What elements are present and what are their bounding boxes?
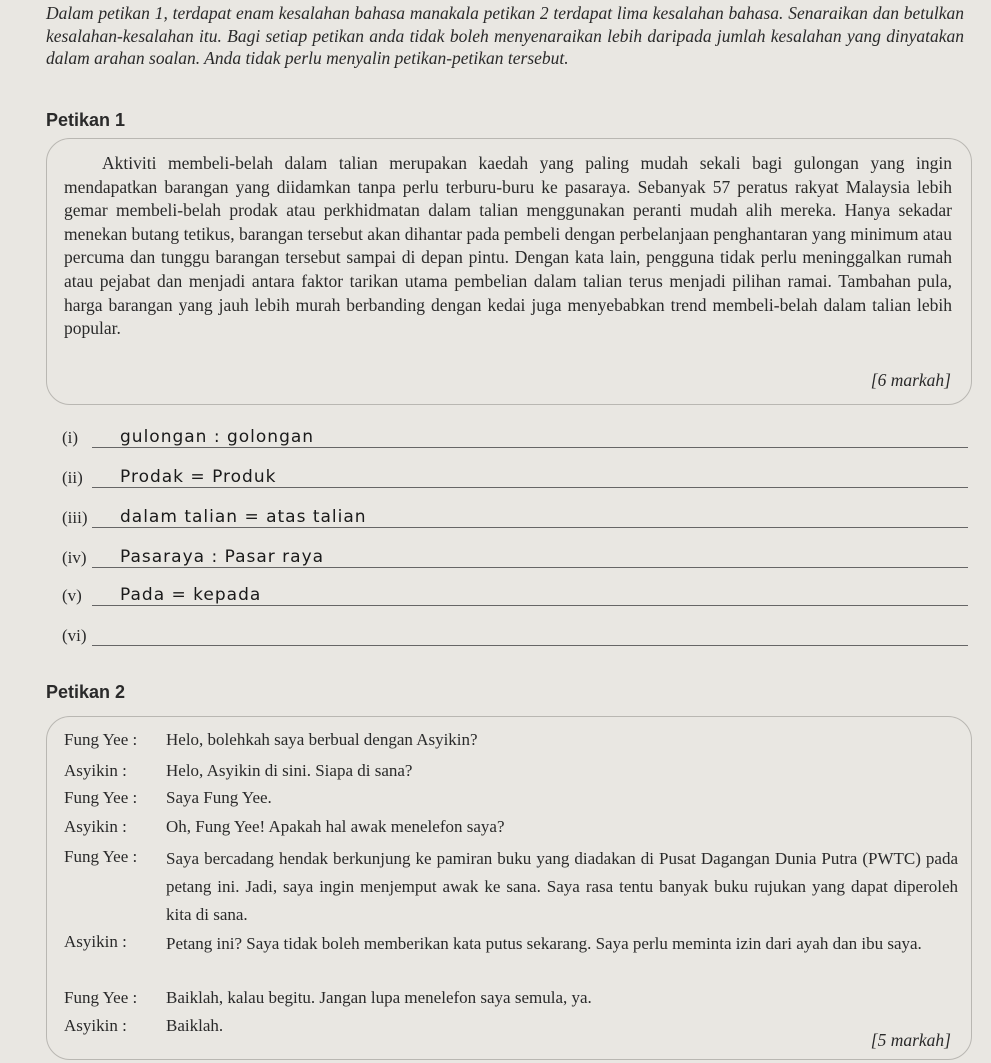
answer-line[interactable] bbox=[92, 567, 968, 568]
answer-number: (i) bbox=[62, 428, 79, 447]
speaker: Fung Yee : bbox=[64, 730, 138, 749]
dialogue-line bbox=[64, 1014, 958, 1038]
answer-row-2 bbox=[62, 464, 968, 490]
speaker: Asyikin : bbox=[64, 1016, 127, 1035]
speaker: Fung Yee : bbox=[64, 988, 138, 1007]
answer-text: Prodak = Produk bbox=[120, 467, 277, 487]
dialogue-line bbox=[64, 759, 958, 783]
passage2-heading: Petikan 2 bbox=[46, 682, 126, 702]
speaker: Fung Yee : bbox=[64, 847, 138, 866]
answer-number: (vi) bbox=[62, 626, 87, 645]
speaker: Asyikin : bbox=[64, 817, 127, 836]
dialogue-text: Saya bercadang hendak berkunjung ke pamiran buku yang diadakan di Pusat Dagangan Dunia Putra (PWTC) pada petang ini. Jadi, saya ingin menjemput awak ke sana. Saya rasa tentu banyak buku rujukan yang dapat diperoleh kita di sana. bbox=[166, 849, 958, 924]
answer-row-6 bbox=[62, 622, 968, 648]
dialogue-text: Baiklah. bbox=[166, 1016, 224, 1035]
dialogue-text: Oh, Fung Yee! Apakah hal awak menelefon saya? bbox=[166, 817, 505, 836]
passage1-heading: Petikan 1 bbox=[46, 110, 126, 130]
dialogue-text: Baiklah, kalau begitu. Jangan lupa menelefon saya semula, ya. bbox=[166, 988, 592, 1007]
speaker: Asyikin : bbox=[64, 761, 127, 780]
dialogue-line bbox=[64, 986, 958, 1010]
passage2-marks: [5 markah] bbox=[870, 1030, 951, 1050]
dialogue-line bbox=[64, 786, 958, 810]
dialogue-line bbox=[64, 930, 958, 978]
dialogue-text: Helo, Asyikin di sini. Siapa di sana? bbox=[166, 761, 413, 780]
speaker: Fung Yee : bbox=[64, 788, 138, 807]
answer-row-3 bbox=[62, 504, 968, 530]
answer-number: (v) bbox=[62, 586, 82, 605]
answer-line[interactable] bbox=[92, 447, 968, 448]
instructions: Dalam petikan 1, terdapat enam kesalahan bahasa manakala petikan 2 terdapat lima kesalahan bahasa. Senaraikan dan betulkan kesalahan-kesalahan itu. Bagi setiap petikan anda tidak boleh menyenaraikan lebih daripada jumlah kesalahan yang dinyatakan dalam arahan soalan. Anda tidak perlu menyalin petikan-petikan tersebut. bbox=[46, 3, 964, 68]
dialogue-line bbox=[64, 845, 958, 924]
answer-text: dalam talian = atas talian bbox=[120, 507, 367, 527]
answer-line[interactable] bbox=[92, 487, 968, 488]
passage1-text: Aktiviti membeli-belah dalam talian merupakan kaedah yang paling mudah sekali bagi gulongan yang ingin mendapatkan barangan yang diidamkan tanpa perlu terburu-buru ke pasaraya. Sebanyak 57 peratus rakyat Malaysia lebih gemar membeli-belah prodak atau perkhidmatan dalam talian menggunakan peranti mudah alih mereka. Hanya sekadar menekan butang tetikus, barangan tersebut akan dihantar pada pembeli dengan perbelanjaan penghantaran yang minimum atau percuma dan tunggu barangan tersebut sampai di depan pintu. Dengan kata lain, pengguna tidak perlu meninggalkan rumah atau pejabat dan menjadi antara faktor tarikan utama pembelian dalam talian terus menjadi pilihan ramai. Tambahan pula, harga barangan yang jauh lebih murah berbanding dengan kedai juga menyebabkan trend membeli-belah dalam talian lebih popular. bbox=[64, 153, 952, 339]
dialogue-line bbox=[64, 815, 958, 839]
answer-row-5 bbox=[62, 582, 968, 608]
answer-text: Pasaraya : Pasar raya bbox=[120, 547, 325, 567]
dialogue-text: Helo, bolehkah saya berbual dengan Asyikin? bbox=[166, 730, 478, 749]
answer-line[interactable] bbox=[92, 605, 968, 606]
answer-line[interactable] bbox=[92, 527, 968, 528]
passage1-marks: [6 markah] bbox=[870, 370, 951, 390]
answer-line[interactable] bbox=[92, 645, 968, 646]
answer-number: (iv) bbox=[62, 548, 87, 567]
answer-number: (ii) bbox=[62, 468, 83, 487]
dialogue-text: Petang ini? Saya tidak boleh memberikan kata putus sekarang. Saya perlu meminta izin dari ayah dan ibu saya. bbox=[166, 934, 922, 953]
dialogue-line bbox=[64, 728, 958, 752]
answer-text: gulongan : golongan bbox=[120, 427, 315, 447]
answer-number: (iii) bbox=[62, 508, 88, 527]
dialogue-text: Saya Fung Yee. bbox=[166, 788, 272, 807]
answer-text: Pada = kepada bbox=[120, 585, 262, 605]
speaker: Asyikin : bbox=[64, 932, 127, 951]
answer-row-4 bbox=[62, 544, 968, 570]
answer-row-1 bbox=[62, 424, 968, 450]
